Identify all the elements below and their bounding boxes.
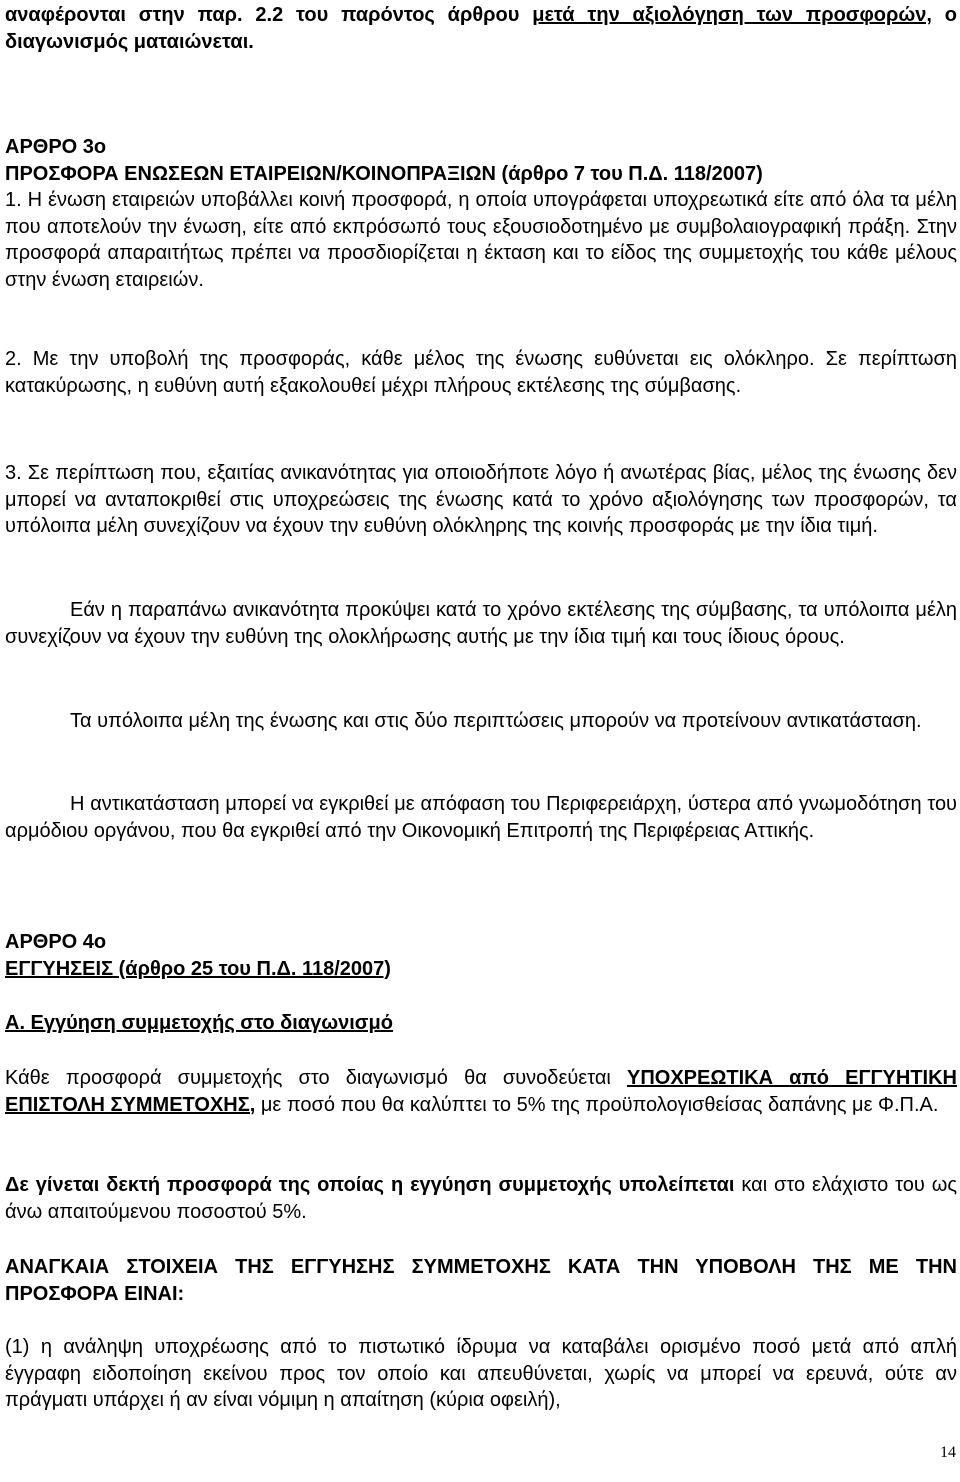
article3-subtitle: ΠΡΟΣΦΟΡΑ ΕΝΩΣΕΩΝ ΕΤΑΙΡΕΙΩΝ/ΚΟΙΝΟΠΡΑΞΙΩΝ (άρθρο 7 του Π.Δ. 118/2007) xyxy=(5,162,763,185)
article3-paragraph-6: Η αντικατάσταση μπορεί να εγκριθεί με απόφαση του Περιφερειάρχη, ύστερα από γνωμοδότηση του αρμόδιου οργάνου, που θα εγκριθεί από την Οικονομική Επιτροπή της Περιφέρειας Αττικής. xyxy=(5,793,957,842)
intro-text-underlined: μετά την αξιολόγηση των προσφορών, xyxy=(532,4,932,26)
article4-title: ΑΡΘΡΟ 4ο xyxy=(5,931,107,953)
article3-heading xyxy=(5,134,957,187)
required-item-1: (1) η ανάληψη υποχρέωσης από το πιστωτικό ίδρυμα να καταβάλει ορισμένο ποσό μετά από απλή έγγραφη ειδοποίηση εκείνου προς τον οποίο και απευθύνεται, χωρίς να μπορεί να ερευνά, ούτε αν πράγματι υπάρχει ή αν είναι νόμιμη η απαίτηση (κύρια οφειλή), xyxy=(5,1336,957,1411)
guarantee-text-3: με ποσό που θα καλύπτει το 5% της προϋπολογισθείσας δαπάνης με Φ.Π.Α. xyxy=(255,1093,939,1116)
article4-heading xyxy=(5,929,957,982)
guarantee-subheading: Α. Εγγύηση συμμετοχής στο διαγωνισμό xyxy=(5,1012,393,1034)
article3-paragraph-5: Τα υπόλοιπα μέλη της ένωσης και στις δύο περιπτώσεις μπορούν να προτείνουν αντικατάσταση. xyxy=(70,710,922,732)
article3-title: ΑΡΘΡΟ 3ο xyxy=(5,136,107,158)
article3-paragraph-4: Εάν η παραπάνω ανικανότητα προκύψει κατά το χρόνο εκτέλεσης της σύμβασης, τα υπόλοιπα μέλη συνεχίζουν να έχουν την ευθύνη της ολοκλήρωσης αυτής με την ίδια τιμή και τους ίδιους όρους. xyxy=(5,599,957,648)
rejection-text-rest: και στο ελάχιστο του ως άνω απαιτούμενου ποσοστού 5%. xyxy=(5,1174,957,1223)
article3-paragraph-3: 3. Σε περίπτωση που, εξαιτίας ανικανότητας για οποιοδήποτε λόγο ή ανωτέρας βίας, μέλος της ένωσης δεν μπορεί να ανταποκριθεί στις υποχρεώσεις της ένωσης κατά το χρόνο αξιολόγησης των προσφορών, τα υπόλοιπα μέλη συνεχίζουν να έχουν την ευθύνη ολόκληρης της κοινής προσφοράς με την ίδια τιμή. xyxy=(5,462,957,537)
article3-paragraph-2: 2. Με την υποβολή της προσφοράς, κάθε μέλος της ένωσης ευθύνεται εις ολόκληρο. Σε περίπτωση κατακύρωσης, η ευθύνη αυτή εξακολουθεί μέχρι πλήρους εκτέλεσης της σύμβασης. xyxy=(5,348,957,397)
intro-paragraph xyxy=(5,2,957,55)
article3-paragraph-1: 1. Η ένωση εταιρειών υποβάλλει κοινή προσφορά, η οποία υπογράφεται υποχρεωτικά είτε από όλα τα μέλη που αποτελούν την ένωση, είτε από εκπρόσωπό τους εξουσιοδοτημένο με συμβολαιογραφική πράξη. Στην προσφορά απαραιτήτως πρέπει να προσδιορίζεται η έκταση και το είδος της συμμετοχής του κάθε μέλους στην ένωση εταιρειών. xyxy=(5,189,957,291)
rejection-paragraph xyxy=(5,1172,957,1225)
article4-subtitle: ΕΓΓΥΗΣΕΙΣ (άρθρο 25 του Π.Δ. 118/2007) xyxy=(5,957,391,980)
intro-text-3: ο διαγωνισμός ματαιώνεται. xyxy=(5,4,957,53)
guarantee-paragraph xyxy=(5,1065,957,1118)
intro-text-1: αναφέρονται στην παρ. 2.2 του παρόντος άρθρου xyxy=(5,4,533,26)
required-elements-heading: ΑΝΑΓΚΑΙΑ ΣΤΟΙΧΕΙΑ ΤΗΣ ΕΓΓΥΗΣΗΣ ΣΥΜΜΕΤΟΧΗΣ ΚΑΤΑ ΤΗΝ ΥΠΟΒΟΛΗ ΤΗΣ ΜΕ ΤΗΝ ΠΡΟΣΦΟΡΑ ΕΙΝΑΙ: xyxy=(5,1256,957,1305)
rejection-text-bold: Δε γίνεται δεκτή προσφορά της οποίας η εγγύηση συμμετοχής υπολείπεται xyxy=(5,1174,735,1196)
guarantee-text-1: Κάθε προσφορά συμμετοχής στο διαγωνισμό θα συνοδεύεται xyxy=(5,1067,627,1089)
page-number: 14 xyxy=(940,1444,956,1461)
guarantee-text-emphasis: ΥΠΟΧΡΕΩΤΙΚΑ από ΕΓΓΥΗΤΙΚΗ ΕΠΙΣΤΟΛΗ ΣΥΜΜΕΤΟΧΗΣ, xyxy=(5,1067,957,1116)
